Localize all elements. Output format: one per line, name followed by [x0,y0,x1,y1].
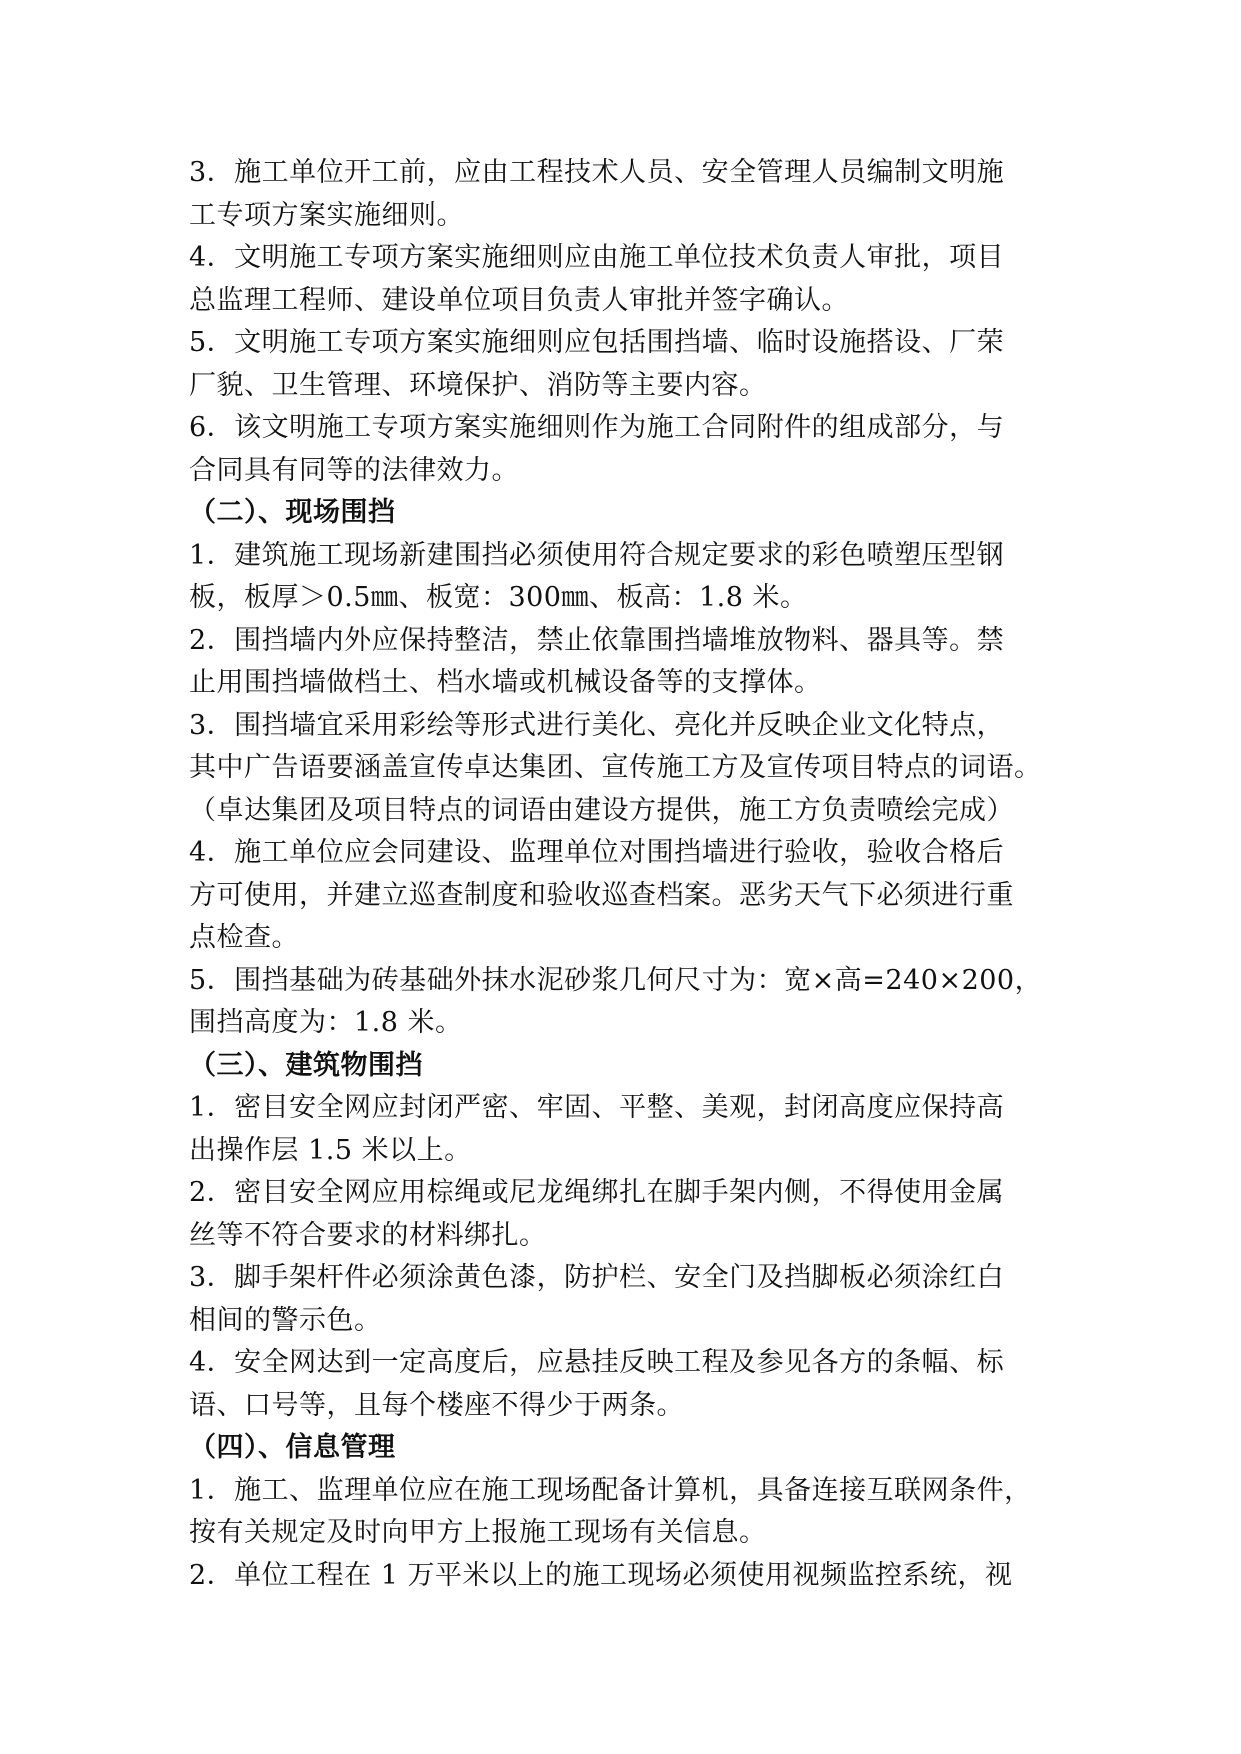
text-line: 1．施工、监理单位应在施工现场配备计算机，具备连接互联网条件， [189,1474,1032,1506]
text-line: 4．安全网达到一定高度后，应悬挂反映工程及参见各方的条幅、标 [189,1347,1005,1378]
text-line: 合同具有同等的法律效力。 [189,454,519,486]
section-heading: （四）、信息管理 [189,1432,396,1463]
text-line: 总监理工程师、建设单位项目负责人审批并签字确认。 [189,284,849,316]
text-line: 按有关规定及时向甲方上报施工现场有关信息。 [189,1517,767,1548]
text-line: 止用围挡墙做档土、档水墙或机械设备等的支撑体。 [189,667,822,698]
text-line: 语、口号等，且每个楼座不得少于两条。 [189,1389,684,1421]
text-line: 3．脚手架杆件必须涂黄色漆，防护栏、安全门及挡脚板必须涂红白 [189,1262,1005,1293]
text-line: 方可使用，并建立巡查制度和验收巡查档案。恶劣天气下必须进行重 [189,879,1014,911]
text-line: 板，板厚＞0.5㎜、板宽：300㎜、板高：1.8 米。 [189,582,808,613]
text-line: 5．围挡基础为砖基础外抹水泥砂浆几何尺寸为：宽×高=240×200， [189,964,1043,996]
text-line: 2．单位工程在 1 万平米以上的施工现场必须使用视频监控系统，视 [189,1559,1013,1591]
section-heading: （二）、现场围挡 [189,497,396,528]
text-line: 4．文明施工专项方案实施细则应由施工单位技术负责人审批，项目 [189,242,1005,273]
section-heading: （三）、建筑物围挡 [189,1049,423,1081]
text-line: 工专项方案实施细则。 [189,199,464,231]
text-line: 其中广告语要涵盖宣传卓达集团、宣传施工方及宣传项目特点的词语。 [189,752,1042,783]
text-line: 2．密目安全网应用棕绳或尼龙绳绑扎在脚手架内侧，不得使用金属 [189,1177,1005,1208]
text-line: 1．建筑施工现场新建围挡必须使用符合规定要求的彩色喷塑压型钢 [189,539,1005,571]
text-line: 5．文明施工专项方案实施细则应包括围挡墙、临时设施搭设、厂荣 [189,327,1005,358]
text-line: 2．围挡墙内外应保持整洁，禁止依靠围挡墙堆放物料、器具等。禁 [189,624,1005,656]
text-line: 丝等不符合要求的材料绑扎。 [189,1219,547,1251]
text-line: 出操作层 1.5 米以上。 [189,1134,472,1166]
text-line: 6．该文明施工专项方案实施细则作为施工合同附件的组成部分，与 [189,412,1005,443]
text-line: 4．施工单位应会同建设、监理单位对围挡墙进行验收，验收合格后 [189,837,1005,868]
text-line: 3．施工单位开工前，应由工程技术人员、安全管理人员编制文明施 [189,157,1005,188]
text-line: 相间的警示色。 [189,1304,382,1336]
text-line: 围挡高度为：1.8 米。 [189,1007,463,1038]
text-line: 1．密目安全网应封闭严密、牢固、平整、美观，封闭高度应保持高 [189,1092,1005,1123]
document-body [189,152,1069,1597]
text-line: 点检查。 [189,922,299,953]
text-line: 厂貌、卫生管理、环境保护、消防等主要内容。 [189,369,767,401]
text-line: 3．围挡墙宜采用彩绘等形式进行美化、亮化并反映企业文化特点， [189,709,1005,741]
text-line: （卓达集团及项目特点的词语由建设方提供，施工方负责喷绘完成） [189,794,1014,826]
